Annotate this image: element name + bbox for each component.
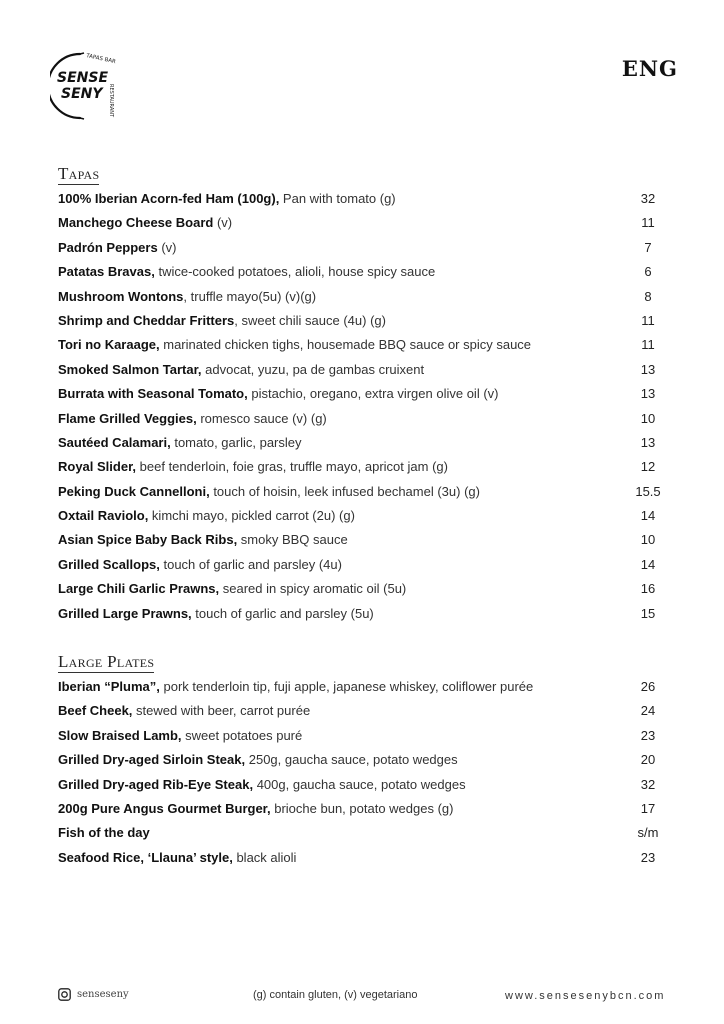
menu-item <box>58 240 662 264</box>
menu-item-price: 15 <box>640 605 656 621</box>
menu-item-price: 12 <box>640 459 656 475</box>
menu-item-price: 7 <box>644 239 652 255</box>
menu-item <box>58 313 662 337</box>
menu-item-description: 250g, gaucha sauce, potato wedges <box>245 752 458 768</box>
menu-item-price: 8 <box>644 288 652 304</box>
menu-item-text <box>58 825 150 840</box>
menu-item-description: , sweet chili sauce (4u) (g) <box>234 312 386 328</box>
menu-item-description: advocat, yuzu, pa de gambas cruixent <box>201 361 425 377</box>
menu-item-price: 15.5 <box>635 483 661 499</box>
menu-item-name: Asian Spice Baby Back Ribs, <box>58 532 238 548</box>
menu-item-description: brioche bun, potato wedges (g) <box>270 800 454 816</box>
menu-item-description: smoky BBQ sauce <box>237 532 348 548</box>
menu-item-text <box>58 264 435 279</box>
menu-item-text <box>58 581 406 596</box>
menu-item-description: twice-cooked potatoes, alioli, house spicy sauce <box>154 264 436 280</box>
menu-item-price: 23 <box>640 727 656 743</box>
menu-item-price: 16 <box>640 581 656 597</box>
menu-item-text <box>58 484 480 499</box>
menu-item-price: 11 <box>641 312 655 328</box>
menu-item-text <box>58 777 466 792</box>
menu-item-name: Slow Braised Lamb, <box>58 727 182 743</box>
menu-item-price: 26 <box>640 679 656 694</box>
menu-item-description: tomato, garlic, parsley <box>170 434 302 450</box>
menu-item-description: romesco sauce (v) (g) <box>196 410 327 426</box>
menu-item-text <box>58 191 396 206</box>
menu-item-price: s/m <box>637 825 659 841</box>
instagram-icon <box>58 988 71 1001</box>
menu-item-description: touch of garlic and parsley (4u) <box>159 556 342 572</box>
menu-item <box>58 362 662 386</box>
menu-item-name: Seafood Rice, ‘Llauna’ style, <box>58 849 233 865</box>
menu-item-name: Royal Slider, <box>58 459 137 475</box>
menu-item-description: touch of hoisin, leek infused bechamel (3u) (g) <box>209 483 480 499</box>
menu-item-text <box>58 411 327 426</box>
menu-item-description: pork tenderloin tip, fuji apple, japanese whiskey, coliflower purée <box>159 679 534 694</box>
menu-item-name: Padrón Peppers <box>58 239 158 255</box>
instagram-handle: senseseny <box>77 989 129 1000</box>
menu-item-name: Patatas Bravas, <box>58 264 155 280</box>
menu-item-price: 13 <box>640 434 656 450</box>
menu-item <box>58 728 662 752</box>
menu-item-text <box>58 532 348 547</box>
menu-item-name: Manchego Cheese Board <box>58 215 214 231</box>
menu-item-description: sweet potatoes puré <box>181 727 303 743</box>
footer <box>0 988 724 1008</box>
menu-item-text <box>58 679 533 694</box>
menu-item <box>58 508 662 532</box>
menu-item-text <box>58 752 458 767</box>
menu-item-description: (v) <box>213 215 233 231</box>
menu-item-name: Fish of the day <box>58 825 150 841</box>
menu-item-price: 13 <box>640 361 656 377</box>
section-title: Tapas <box>58 164 100 183</box>
menu-item <box>58 191 662 215</box>
logo-line-1: SENSE <box>57 70 109 86</box>
menu-item-text <box>58 337 531 352</box>
menu-item <box>58 557 662 581</box>
menu-item-description: black alioli <box>232 849 297 865</box>
menu-item-description: stewed with beer, carrot purée <box>132 703 311 719</box>
menu-item <box>58 752 662 776</box>
menu-item <box>58 581 662 605</box>
menu-item-name: 200g Pure Angus Gourmet Burger, <box>58 800 271 816</box>
menu-item-text <box>58 557 342 572</box>
menu-item <box>58 484 662 508</box>
menu-item <box>58 777 662 801</box>
menu-item-text <box>58 850 296 865</box>
menu-item-description: , truffle mayo(5u) (v)(g) <box>183 288 317 304</box>
menu-item-price: 32 <box>640 191 656 206</box>
menu-item-description: 400g, gaucha sauce, potato wedges <box>253 776 466 792</box>
menu-item-name: Oxtail Raviolo, <box>58 508 149 524</box>
logo-line-2: SENY <box>61 86 103 102</box>
menu-item-name: Shrimp and Cheddar Fritters <box>58 312 235 328</box>
menu-item-description: kimchi mayo, pickled carrot (2u) (g) <box>148 508 355 524</box>
menu-list <box>58 679 662 874</box>
logo-ring-bottom: RESTAURANT <box>108 84 114 118</box>
menu-item <box>58 459 662 483</box>
menu-item-text <box>58 728 302 743</box>
menu-item-price: 6 <box>644 264 652 280</box>
website-link[interactable]: www.sensesenybcn.com <box>505 990 666 1002</box>
menu-item <box>58 386 662 410</box>
menu-item <box>58 264 662 288</box>
menu-item-price: 32 <box>640 776 656 792</box>
menu-item-price: 11 <box>641 337 655 353</box>
menu-item <box>58 435 662 459</box>
logo-ring-top: TAPAS BAR <box>85 53 117 66</box>
menu-item-name: Beef Cheek, <box>58 703 133 719</box>
menu-item-text <box>58 240 176 255</box>
menu-item <box>58 532 662 556</box>
menu-item <box>58 337 662 361</box>
menu-item <box>58 703 662 727</box>
menu-item-name: Burrata with Seasonal Tomato, <box>58 386 248 402</box>
menu-item-description: touch of garlic and parsley (5u) <box>191 605 374 621</box>
menu-item-text <box>58 459 448 474</box>
menu-item-text <box>58 508 355 523</box>
menu-item-name: Flame Grilled Veggies, <box>58 410 197 426</box>
menu-item-text <box>58 313 386 328</box>
menu-item <box>58 289 662 313</box>
menu-item <box>58 801 662 825</box>
menu-item-price: 14 <box>640 556 656 572</box>
menu-item-text <box>58 362 424 377</box>
menu-item-price: 17 <box>640 800 656 816</box>
menu-item-price: 23 <box>640 849 656 865</box>
menu-item-price: 10 <box>640 410 656 426</box>
menu-item-name: Mushroom Wontons <box>58 288 184 304</box>
logo-emblem-icon <box>50 48 130 124</box>
dietary-legend: (g) contain gluten, (v) vegetariano <box>253 989 418 1001</box>
menu-list <box>58 191 662 630</box>
menu-item-price: 11 <box>641 215 655 231</box>
menu-item <box>58 215 662 239</box>
menu-item-name: Tori no Karaage, <box>58 337 160 353</box>
menu-item-description: beef tenderloin, foie gras, truffle mayo, apricot jam (g) <box>136 459 448 475</box>
menu-item-name: Grilled Scallops, <box>58 556 160 572</box>
menu-item-description: marinated chicken tighs, housemade BBQ sauce or spicy sauce <box>159 337 532 353</box>
menu-item <box>58 411 662 435</box>
menu-item-name: Peking Duck Cannelloni, <box>58 483 210 499</box>
menu-item <box>58 606 662 630</box>
menu-item-name: Smoked Salmon Tartar, <box>58 361 202 377</box>
menu-item-price: 20 <box>640 752 656 768</box>
menu-item-name: 100% Iberian Acorn-fed Ham (100g), <box>58 191 280 206</box>
menu-item-name: Large Chili Garlic Prawns, <box>58 581 220 597</box>
language-label: ENG <box>621 56 678 81</box>
menu-item-text <box>58 289 316 304</box>
menu-item-description: pistachio, oregano, extra virgen olive oil (v) <box>247 386 499 402</box>
menu-item <box>58 850 662 874</box>
section-title: Large Plates <box>58 652 155 671</box>
menu-item-name: Grilled Large Prawns, <box>58 605 192 621</box>
instagram-link[interactable] <box>58 988 129 1001</box>
menu-item-price: 14 <box>640 508 656 524</box>
menu-item <box>58 679 662 703</box>
menu-item-name: Grilled Dry-aged Sirloin Steak, <box>58 752 246 768</box>
menu-item-text <box>58 435 302 450</box>
menu-item-name: Grilled Dry-aged Rib-Eye Steak, <box>58 776 254 792</box>
menu-item-name: Iberian “Pluma”, <box>58 679 160 694</box>
menu-item-text <box>58 386 498 401</box>
menu-item-name: Sautéed Calamari, <box>58 434 171 450</box>
menu-item-description: Pan with tomato (g) <box>279 191 396 206</box>
menu-item-text <box>58 801 453 816</box>
menu-item <box>58 825 662 849</box>
section-large-plates <box>58 653 662 874</box>
menu-item-description: seared in spicy aromatic oil (5u) <box>219 581 407 597</box>
menu-item-price: 10 <box>640 532 656 548</box>
menu-item-text <box>58 606 374 621</box>
section-tapas <box>58 165 662 630</box>
menu-item-text <box>58 703 310 718</box>
menu-item-description: (v) <box>157 239 177 255</box>
menu-item-price: 24 <box>640 703 656 719</box>
menu-item-price: 13 <box>640 386 656 402</box>
restaurant-logo <box>50 48 130 124</box>
menu-item-text <box>58 215 232 230</box>
